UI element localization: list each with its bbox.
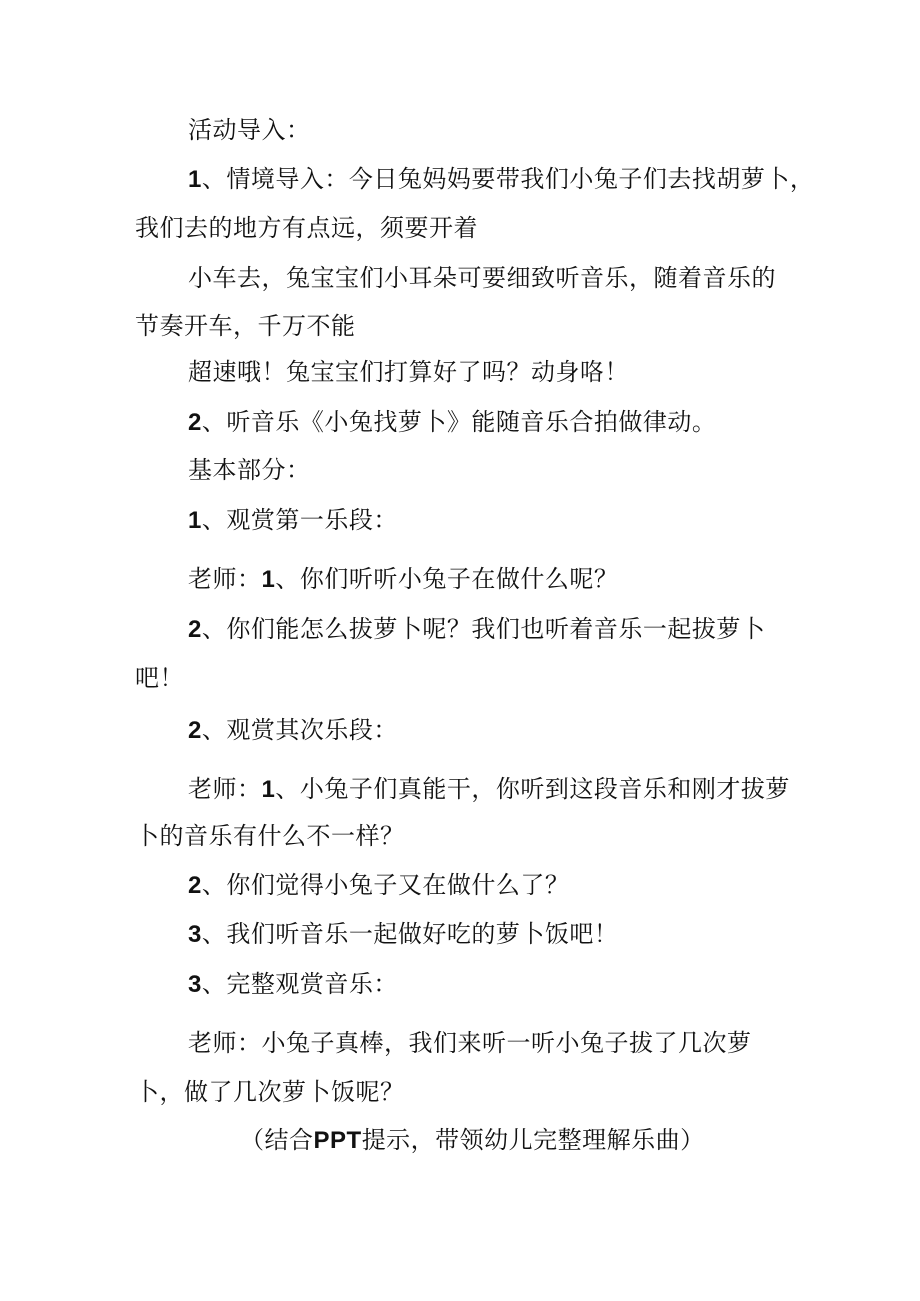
paragraph-car-ride-cont: 节奏开车，千万不能 <box>135 312 356 340</box>
paragraph-situation-intro-cont: 我们去的地方有点远，须要开着 <box>135 214 478 242</box>
section-1-title: 1、观赏第一乐段： <box>188 506 398 534</box>
section-2-question-1: 老师：1、小兔子们真能干，你听到这段音乐和刚才拔萝 <box>188 775 790 803</box>
section-1-question-2: 2、你们能怎么拔萝卜呢？我们也听着音乐一起拔萝卜 <box>188 615 766 643</box>
paragraph-listen-music: 2、听音乐《小兔找萝卜》能随音乐合拍做律动。 <box>188 408 717 436</box>
section-3-title: 3、完整观赏音乐： <box>188 970 398 998</box>
section-2-question-3: 3、我们听音乐一起做好吃的萝卜饭吧！ <box>188 920 619 948</box>
section-1-question-1: 老师：1、你们听听小兔子在做什么呢？ <box>188 565 619 593</box>
section-3-question: 老师：小兔子真棒，我们来听一听小兔子拔了几次萝 <box>188 1029 752 1057</box>
intro-heading: 活动导入： <box>188 116 311 144</box>
paragraph-no-speeding: 超速哦！兔宝宝们打算好了吗？动身咯！ <box>188 358 629 386</box>
paragraph-car-ride: 小车去，兔宝宝们小耳朵可要细致听音乐，随着音乐的 <box>188 264 776 292</box>
section-3-question-cont: 卜，做了几次萝卜饭呢？ <box>135 1078 405 1106</box>
section-1-question-2-cont: 吧！ <box>135 664 184 692</box>
ppt-note: （结合PPT提示，带领幼儿完整理解乐曲） <box>240 1126 705 1154</box>
basic-heading: 基本部分： <box>188 456 311 484</box>
paragraph-situation-intro: 1、情境导入：今日兔妈妈要带我们小兔子们去找胡萝卜， <box>188 165 815 193</box>
section-2-question-1-cont: 卜的音乐有什么不一样？ <box>135 822 405 850</box>
section-2-question-2: 2、你们觉得小兔子又在做什么了？ <box>188 871 570 899</box>
section-2-title: 2、观赏其次乐段： <box>188 716 398 744</box>
